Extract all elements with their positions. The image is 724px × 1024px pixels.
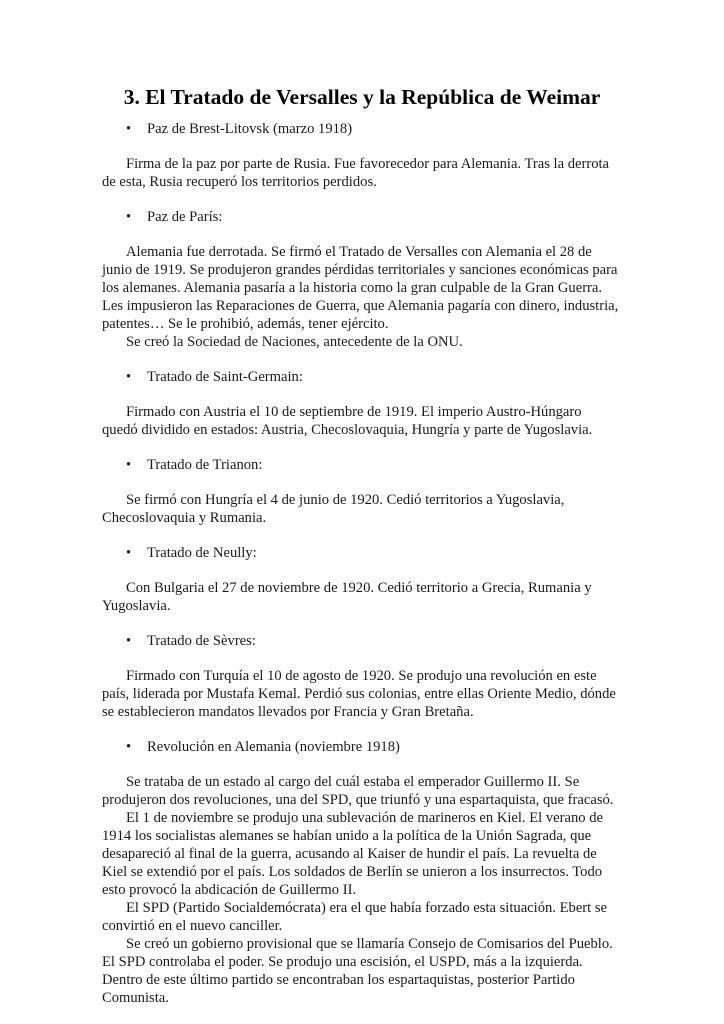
text-line: Yugoslavia. [102, 598, 171, 614]
section-heading [102, 632, 632, 650]
section-heading-text: Tratado de Neully: [147, 545, 257, 561]
section-heading [102, 368, 632, 386]
text-line: produjeron dos revoluciones, una del SPD, que triunfó y una espartaquista, que fracasó. [102, 792, 614, 808]
text-line: se establecieron mandatos llevados por Francia y Gran Bretaña. [102, 704, 474, 720]
text-line: El SPD (Partido Socialdemócrata) era el que había forzado esta situación. Ebert se [126, 900, 608, 916]
text-line: Se trataba de un estado al cargo del cuál estaba el emperador Guillermo II. Se [126, 774, 580, 790]
text-line: Dentro de este último partido se encontraban los espartaquistas, posterior Partido [102, 972, 575, 988]
bullet-icon: • [126, 369, 132, 385]
text-line: Firmado con Austria el 10 de septiembre de 1919. El imperio Austro-Húngaro [126, 404, 582, 420]
section-heading-text: Tratado de Sèvres: [147, 633, 256, 649]
text-line: convirtió en el nuevo canciller. [102, 918, 283, 934]
bullet-icon: • [126, 739, 132, 755]
text-line: país, liderada por Mustafa Kemal. Perdió sus colonias, entre ellas Oriente Medio, dónde [102, 686, 616, 702]
text-line: Se creó la Sociedad de Naciones, antecedente de la ONU. [126, 334, 463, 350]
bullet-icon: • [126, 121, 132, 137]
text-line: Se firmó con Hungría el 4 de junio de 1920. Cedió territorios a Yugoslavia, [126, 492, 565, 508]
text-line: esto provocó la abdicación de Guillermo II. [102, 882, 357, 898]
text-line: Se creó un gobierno provisional que se llamaría Consejo de Comisarios del Pueblo. [126, 936, 613, 952]
section-paragraph [102, 579, 632, 615]
text-line: junio de 1919. Se produjeron grandes pérdidas territoriales y sanciones económicas para [102, 262, 618, 278]
text-line: Con Bulgaria el 27 de noviembre de 1920. Cedió territorio a Grecia, Rumania y [126, 580, 592, 596]
section-paragraph [102, 773, 632, 1007]
text-line: desapareció al final de la guerra, acusando al Kaiser de hundir el país. La revuelta de [102, 846, 597, 862]
section-paragraph [102, 155, 632, 191]
section-paragraph [102, 667, 632, 721]
section-heading-text: Tratado de Trianon: [147, 457, 263, 473]
text-line: Firmado con Turquía el 10 de agosto de 1920. Se produjo una revolución en este [126, 668, 597, 684]
text-line: El 1 de noviembre se produjo una sublevación de marineros en Kiel. El verano de [126, 810, 603, 826]
text-line: Alemania fue derrotada. Se firmó el Tratado de Versalles con Alemania el 28 de [126, 244, 592, 260]
section-heading [102, 456, 632, 474]
page-title: 3. El Tratado de Versalles y la República de Weimar [123, 85, 601, 109]
section-heading-text: Paz de Brest-Litovsk (marzo 1918) [147, 121, 353, 137]
text-line: de esta, Rusia recuperó los territorios perdidos. [102, 174, 377, 190]
section-heading [102, 208, 632, 226]
text-line: Les impusieron las Reparaciones de Guerra, que Alemania pagaría con dinero, industria, [102, 298, 619, 314]
text-line: Firma de la paz por parte de Rusia. Fue favorecedor para Alemania. Tras la derrota [126, 156, 610, 172]
section-heading [102, 738, 632, 756]
text-line: patentes… Se le prohibió, además, tener ejército. [102, 316, 389, 332]
section-paragraph [102, 403, 632, 439]
bullet-icon: • [126, 545, 132, 561]
section-paragraph [102, 243, 632, 351]
section-heading [102, 544, 632, 562]
text-line: Comunista. [102, 990, 169, 1006]
bullet-icon: • [126, 457, 132, 473]
text-line: Kiel se extendió por el país. Los soldados de Berlín se unieron a los insurrectos. Todo [102, 864, 603, 880]
section-heading-text: Revolución en Alemania (noviembre 1918) [147, 739, 400, 755]
text-line: Checoslovaquia y Rumania. [102, 510, 267, 526]
document-body [102, 120, 632, 1007]
text-line: quedó dividido en estados: Austria, Checoslovaquia, Hungría y parte de Yugoslavia. [102, 422, 593, 438]
section-paragraph [102, 491, 632, 527]
bullet-icon: • [126, 633, 132, 649]
text-line: 1914 los socialistas alemanes se habían unido a la política de la Unión Sagrada, que [102, 828, 592, 844]
text-line: El SPD controlaba el poder. Se produjo una escisión, el USPD, más a la izquierda. [102, 954, 583, 970]
section-heading-text: Paz de París: [147, 209, 223, 225]
section-heading [102, 120, 632, 138]
text-line: los alemanes. Alemania pasaría a la historia como la gran culpable de la Gran Guerra. [102, 280, 603, 296]
section-heading-text: Tratado de Saint-Germain: [147, 369, 303, 385]
bullet-icon: • [126, 209, 132, 225]
